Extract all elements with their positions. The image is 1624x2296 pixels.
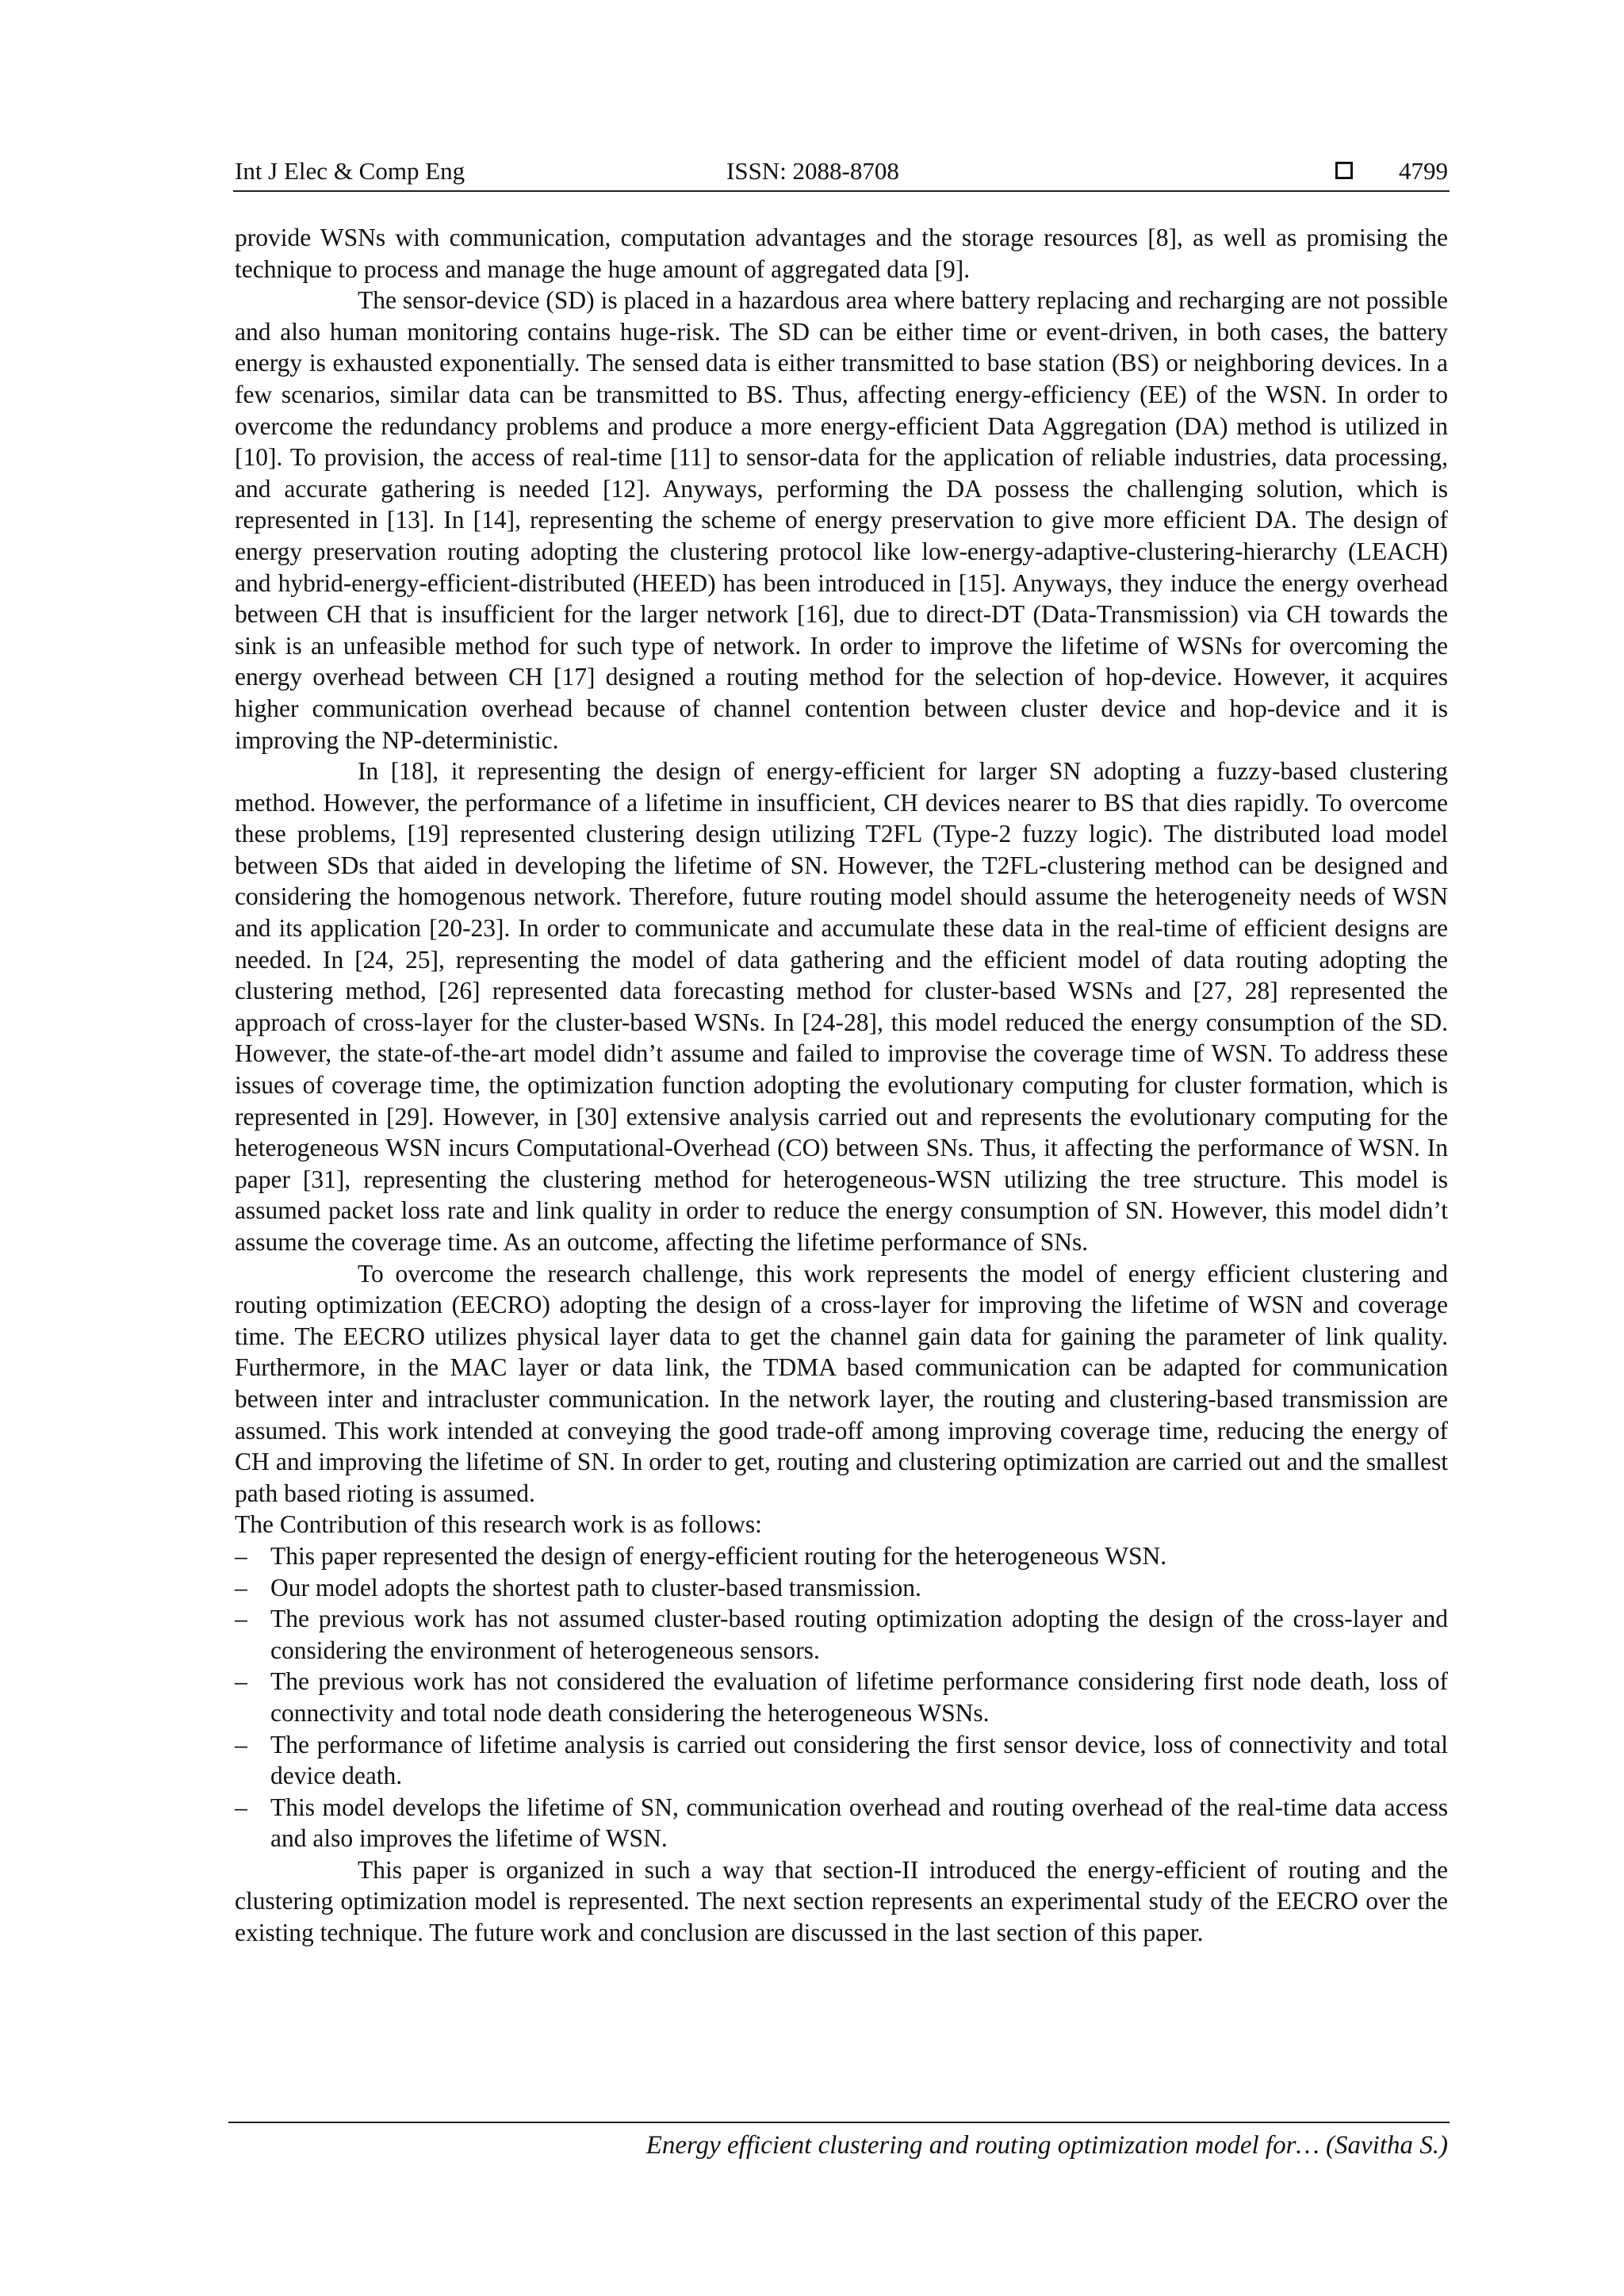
paragraph-eecro: To overcome the research challenge, this work represents the model of energy efficient clustering and routing optimization (EECRO) adopting the design of a cross-layer for improving the lifetime of WSN and coverage time. The EECRO utilizes physical layer data to get the channel gain data for gaining the parameter of link quality. Furthermore, in the MAC layer or data link, the TDMA based communication can be adapted for communication between inter and intracluster communication. In the network layer, the routing and clustering-based transmission are assumed. This work intended at conveying the good trade-off among improving coverage time, reducing the energy of CH and improving the lifetime of SN. In order to get, routing and clustering optimization are carried out and the smallest path based rioting is assumed.	[235, 1259, 1448, 1507]
square-box-icon	[1335, 162, 1353, 179]
list-item-text: This model develops the lifetime of SN, communication overhead and routing overhead of the real-time data access and also improves the lifetime of WSN.	[270, 1793, 1448, 1853]
list-item	[235, 1603, 1448, 1666]
running-footer: Energy efficient clustering and routing optimization model for… (Savitha S.)	[645, 2131, 1448, 2160]
dash-bullet-icon: –	[235, 1573, 247, 1601]
journal-name: Int J Elec & Comp Eng	[235, 157, 465, 185]
list-item	[235, 1792, 1448, 1854]
dash-bullet-icon: –	[235, 1793, 247, 1821]
footer-rule	[228, 2122, 1450, 2123]
dash-bullet-icon: –	[235, 1667, 247, 1696]
dash-bullet-icon: –	[235, 1730, 247, 1758]
running-header	[235, 157, 1448, 192]
list-item-text: Our model adopts the shortest path to cluster-based transmission.	[270, 1573, 921, 1601]
list-item	[235, 1572, 1448, 1604]
header-rule	[233, 190, 1450, 192]
list-item	[235, 1666, 1448, 1728]
list-item-text: The performance of lifetime analysis is carried out considering the first sensor device, loss of connectivity and total device death.	[270, 1730, 1448, 1790]
paragraph-fuzzy-clustering: In [18], it representing the design of energy-efficient for larger SN adopting a fuzzy-based clustering method. However, the performance of a lifetime in insufficient, CH devices nearer to BS that dies rapidly. To overcome these problems, [19] represented clustering design utilizing T2FL (Type-2 fuzzy logic). The distributed load model between SDs that aided in developing the lifetime of SN. However, the T2FL-clustering method can be designed and considering the homogenous network. Therefore, future routing model should assume the heterogeneity needs of WSN and its application [20-23]. In order to communicate and accumulate these data in the real-time of efficient designs are needed. In [24, 25], representing the model of data gathering and the efficient model of data routing adopting the clustering method, [26] represented data forecasting method for cluster-based WSNs and [27, 28] represented the approach of cross-layer for the cluster-based WSNs. In [24-28], this model reduced the energy consumption of the SD. However, the state-of-the-art model didn’t assume and failed to improvise the coverage time of WSN. To address these issues of coverage time, the optimization function adopting the evolutionary computing for cluster formation, which is represented in [29]. However, in [30] extensive analysis carried out and represents the evolutionary computing for the heterogeneous WSN incurs Computational-Overhead (CO) between SNs. Thus, it affecting the performance of WSN. In paper [31], representing the clustering method for heterogeneous-WSN utilizing the tree structure. This model is assumed packet loss rate and link quality in order to reduce the energy consumption of SN. However, this model didn’t assume the coverage time. As an outcome, affecting the lifetime performance of SNs.	[235, 757, 1448, 1256]
contribution-heading: The Contribution of this research work is as follows:	[235, 1510, 762, 1539]
paragraph-sensor-device: The sensor-device (SD) is placed in a hazardous area where battery replacing and recharging are not possible and also human monitoring contains huge-risk. The SD can be either time or event-driven, in both cases, the battery energy is exhausted exponentially. The sensed data is either transmitted to base station (BS) or neighboring devices. In a few scenarios, similar data can be transmitted to BS. Thus, affecting energy-efficiency (EE) of the WSN. In order to overcome the redundancy problems and produce a more energy-efficient Data Aggregation (DA) method is utilized in [10]. To provision, the access of real-time [11] to sensor-data for the application of reliable industries, data processing, and accurate gathering is needed [12]. Anyways, performing the DA possess the challenging solution, which is represented in [13]. In [14], representing the scheme of energy preservation to give more efficient DA. The design of energy preservation routing adopting the clustering protocol like low-energy-adaptive-clustering-hierarchy (LEACH) and hybrid-energy-efficient-distributed (HEED) has been introduced in [15]. Anyways, they induce the energy overhead between CH that is insufficient for the larger network [16], due to direct-DT (Data-Transmission) via CH towards the sink is an unfeasible method for such type of network. In order to improve the lifetime of WSNs for overcoming the energy overhead between CH [17] designed a routing method for the selection of hop-device. However, it acquires higher communication overhead because of channel contention between cluster device and hop-device and it is improving the NP-deterministic.	[235, 286, 1448, 754]
dash-bullet-icon: –	[235, 1541, 247, 1570]
list-item-text: The previous work has not considered the evaluation of lifetime performance considering first node death, loss of connectivity and total node death considering the heterogeneous WSNs.	[270, 1667, 1448, 1727]
list-item-text: The previous work has not assumed cluster-based routing optimization adopting the design of the cross-layer and considering the environment of heterogeneous sensors.	[270, 1605, 1448, 1664]
page-number: 4799	[1399, 157, 1448, 185]
main-text	[235, 222, 1448, 1949]
issn: ISSN: 2088-8708	[726, 157, 899, 185]
list-item-text: This paper represented the design of energy-efficient routing for the heterogeneous WSN.	[270, 1541, 1167, 1570]
dash-bullet-icon: –	[235, 1605, 247, 1633]
contribution-list	[235, 1540, 1448, 1854]
paragraph-organization: This paper is organized in such a way that section-II introduced the energy-efficient of routing and the clustering optimization model is represented. The next section represents an experimental study of the EECRO over the existing technique. The future work and conclusion are discussed in the last section of this paper.	[235, 1855, 1448, 1947]
list-item	[235, 1540, 1448, 1572]
paragraph-continued: provide WSNs with communication, computation advantages and the storage resources [8], as well as promising the technique to process and manage the huge amount of aggregated data [9].	[235, 224, 1448, 283]
list-item	[235, 1729, 1448, 1792]
